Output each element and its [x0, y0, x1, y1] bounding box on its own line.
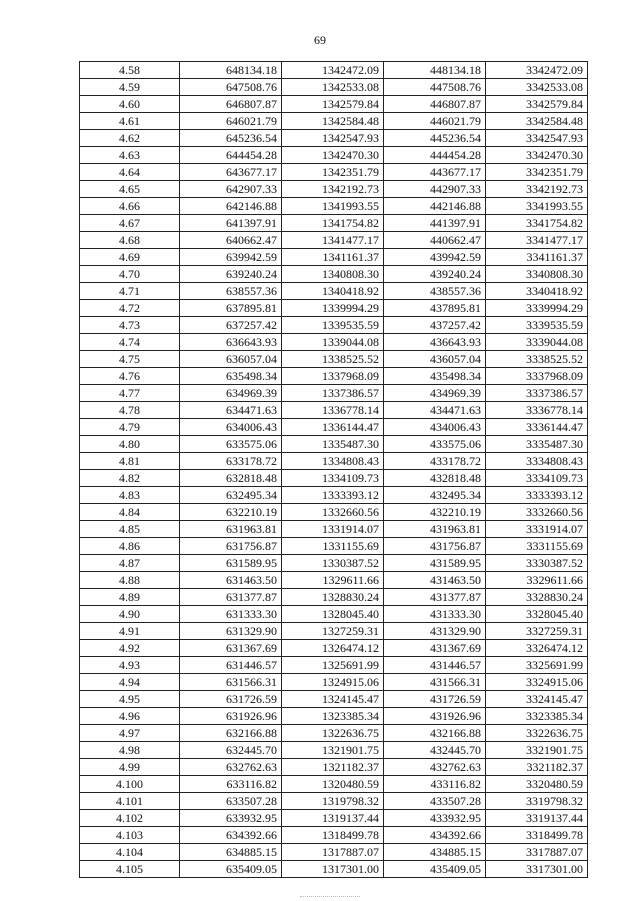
x2-coord-cell: 433116.82 — [384, 776, 486, 793]
x-coord-cell: 631329.90 — [180, 623, 282, 640]
page-number: 69 — [314, 33, 326, 47]
y2-coord-cell: 3340418.92 — [486, 283, 588, 300]
y-coord-cell: 1318499.78 — [282, 827, 384, 844]
y2-coord-cell: 3326474.12 — [486, 640, 588, 657]
x-coord-cell: 642146.88 — [180, 198, 282, 215]
x-coord-cell: 632818.48 — [180, 470, 282, 487]
x2-coord-cell: 446021.79 — [384, 113, 486, 130]
point-id-cell: 4.70 — [80, 266, 180, 283]
y-coord-cell: 1341754.82 — [282, 215, 384, 232]
scan-artifact — [300, 896, 360, 899]
x2-coord-cell: 434006.43 — [384, 419, 486, 436]
x-coord-cell: 631446.57 — [180, 657, 282, 674]
y-coord-cell: 1342584.48 — [282, 113, 384, 130]
table-row — [80, 215, 588, 232]
x2-coord-cell: 441397.91 — [384, 215, 486, 232]
y-coord-cell: 1340418.92 — [282, 283, 384, 300]
y2-coord-cell: 3342351.79 — [486, 164, 588, 181]
y2-coord-cell: 3342533.08 — [486, 79, 588, 96]
x2-coord-cell: 433178.72 — [384, 453, 486, 470]
x-coord-cell: 637895.81 — [180, 300, 282, 317]
y-coord-cell: 1341161.37 — [282, 249, 384, 266]
y2-coord-cell: 3325691.99 — [486, 657, 588, 674]
y-coord-cell: 1324915.06 — [282, 674, 384, 691]
x2-coord-cell: 435409.05 — [384, 861, 486, 878]
x2-coord-cell: 448134.18 — [384, 62, 486, 79]
x-coord-cell: 633932.95 — [180, 810, 282, 827]
y2-coord-cell: 3342579.84 — [486, 96, 588, 113]
y2-coord-cell: 3341161.37 — [486, 249, 588, 266]
x-coord-cell: 633116.82 — [180, 776, 282, 793]
point-id-cell: 4.87 — [80, 555, 180, 572]
x2-coord-cell: 431963.81 — [384, 521, 486, 538]
x2-coord-cell: 432818.48 — [384, 470, 486, 487]
point-id-cell: 4.62 — [80, 130, 180, 147]
x2-coord-cell: 434969.39 — [384, 385, 486, 402]
y2-coord-cell: 3331155.69 — [486, 538, 588, 555]
table-row — [80, 436, 588, 453]
table-row — [80, 419, 588, 436]
y-coord-cell: 1330387.52 — [282, 555, 384, 572]
y2-coord-cell: 3327259.31 — [486, 623, 588, 640]
y2-coord-cell: 3341993.55 — [486, 198, 588, 215]
x2-coord-cell: 432762.63 — [384, 759, 486, 776]
x-coord-cell: 636643.93 — [180, 334, 282, 351]
y2-coord-cell: 3341477.17 — [486, 232, 588, 249]
table-row — [80, 623, 588, 640]
table-row — [80, 487, 588, 504]
table-row — [80, 62, 588, 79]
x-coord-cell: 633575.06 — [180, 436, 282, 453]
x2-coord-cell: 440662.47 — [384, 232, 486, 249]
x-coord-cell: 647508.76 — [180, 79, 282, 96]
x-coord-cell: 631589.95 — [180, 555, 282, 572]
y2-coord-cell: 3342547.93 — [486, 130, 588, 147]
y-coord-cell: 1331155.69 — [282, 538, 384, 555]
point-id-cell: 4.74 — [80, 334, 180, 351]
y2-coord-cell: 3333393.12 — [486, 487, 588, 504]
x-coord-cell: 632762.63 — [180, 759, 282, 776]
y2-coord-cell: 3342192.73 — [486, 181, 588, 198]
x2-coord-cell: 434471.63 — [384, 402, 486, 419]
x-coord-cell: 631756.87 — [180, 538, 282, 555]
y2-coord-cell: 3336144.47 — [486, 419, 588, 436]
x2-coord-cell: 432166.88 — [384, 725, 486, 742]
x-coord-cell: 638557.36 — [180, 283, 282, 300]
table-row — [80, 385, 588, 402]
coordinates-table-body — [80, 62, 588, 878]
x2-coord-cell: 433575.06 — [384, 436, 486, 453]
x2-coord-cell: 431367.69 — [384, 640, 486, 657]
point-id-cell: 4.77 — [80, 385, 180, 402]
table-row — [80, 402, 588, 419]
x-coord-cell: 631726.59 — [180, 691, 282, 708]
x-coord-cell: 631463.50 — [180, 572, 282, 589]
y2-coord-cell: 3342470.30 — [486, 147, 588, 164]
x2-coord-cell: 432495.34 — [384, 487, 486, 504]
x2-coord-cell: 445236.54 — [384, 130, 486, 147]
x-coord-cell: 642907.33 — [180, 181, 282, 198]
point-id-cell: 4.65 — [80, 181, 180, 198]
table-row — [80, 351, 588, 368]
coordinates-table — [79, 61, 588, 878]
x-coord-cell: 644454.28 — [180, 147, 282, 164]
point-id-cell: 4.105 — [80, 861, 180, 878]
y2-coord-cell: 3339994.29 — [486, 300, 588, 317]
y2-coord-cell: 3337968.09 — [486, 368, 588, 385]
x-coord-cell: 634885.15 — [180, 844, 282, 861]
y-coord-cell: 1329611.66 — [282, 572, 384, 589]
y-coord-cell: 1317301.00 — [282, 861, 384, 878]
y2-coord-cell: 3341754.82 — [486, 215, 588, 232]
point-id-cell: 4.84 — [80, 504, 180, 521]
x-coord-cell: 641397.91 — [180, 215, 282, 232]
table-row — [80, 827, 588, 844]
x-coord-cell: 639942.59 — [180, 249, 282, 266]
y2-coord-cell: 3318499.78 — [486, 827, 588, 844]
y2-coord-cell: 3335487.30 — [486, 436, 588, 453]
point-id-cell: 4.98 — [80, 742, 180, 759]
point-id-cell: 4.60 — [80, 96, 180, 113]
y-coord-cell: 1342579.84 — [282, 96, 384, 113]
y2-coord-cell: 3319137.44 — [486, 810, 588, 827]
table-row — [80, 640, 588, 657]
x2-coord-cell: 442146.88 — [384, 198, 486, 215]
x2-coord-cell: 431333.30 — [384, 606, 486, 623]
x-coord-cell: 634969.39 — [180, 385, 282, 402]
point-id-cell: 4.96 — [80, 708, 180, 725]
point-id-cell: 4.85 — [80, 521, 180, 538]
y2-coord-cell: 3334109.73 — [486, 470, 588, 487]
x2-coord-cell: 432445.70 — [384, 742, 486, 759]
table-row — [80, 232, 588, 249]
table-row — [80, 810, 588, 827]
y-coord-cell: 1331914.07 — [282, 521, 384, 538]
x2-coord-cell: 431726.59 — [384, 691, 486, 708]
x2-coord-cell: 433507.28 — [384, 793, 486, 810]
table-row — [80, 130, 588, 147]
point-id-cell: 4.88 — [80, 572, 180, 589]
table-row — [80, 538, 588, 555]
table-row — [80, 606, 588, 623]
table-row — [80, 674, 588, 691]
x2-coord-cell: 431566.31 — [384, 674, 486, 691]
point-id-cell: 4.91 — [80, 623, 180, 640]
y2-coord-cell: 3342472.09 — [486, 62, 588, 79]
table-row — [80, 453, 588, 470]
point-id-cell: 4.82 — [80, 470, 180, 487]
y2-coord-cell: 3324145.47 — [486, 691, 588, 708]
x2-coord-cell: 438557.36 — [384, 283, 486, 300]
y-coord-cell: 1320480.59 — [282, 776, 384, 793]
y-coord-cell: 1326474.12 — [282, 640, 384, 657]
x-coord-cell: 634471.63 — [180, 402, 282, 419]
table-row — [80, 844, 588, 861]
table-row — [80, 555, 588, 572]
table-row — [80, 198, 588, 215]
point-id-cell: 4.102 — [80, 810, 180, 827]
table-row — [80, 147, 588, 164]
y-coord-cell: 1323385.34 — [282, 708, 384, 725]
table-row — [80, 708, 588, 725]
x-coord-cell: 631926.96 — [180, 708, 282, 725]
x2-coord-cell: 436057.04 — [384, 351, 486, 368]
y-coord-cell: 1342533.08 — [282, 79, 384, 96]
x-coord-cell: 639240.24 — [180, 266, 282, 283]
y2-coord-cell: 3323385.34 — [486, 708, 588, 725]
y-coord-cell: 1322636.75 — [282, 725, 384, 742]
point-id-cell: 4.97 — [80, 725, 180, 742]
table-row — [80, 266, 588, 283]
table-row — [80, 249, 588, 266]
table-row — [80, 164, 588, 181]
x2-coord-cell: 431926.96 — [384, 708, 486, 725]
y-coord-cell: 1328045.40 — [282, 606, 384, 623]
y-coord-cell: 1342472.09 — [282, 62, 384, 79]
point-id-cell: 4.76 — [80, 368, 180, 385]
y-coord-cell: 1334109.73 — [282, 470, 384, 487]
x2-coord-cell: 444454.28 — [384, 147, 486, 164]
x-coord-cell: 646807.87 — [180, 96, 282, 113]
point-id-cell: 4.67 — [80, 215, 180, 232]
point-id-cell: 4.92 — [80, 640, 180, 657]
point-id-cell: 4.66 — [80, 198, 180, 215]
point-id-cell: 4.79 — [80, 419, 180, 436]
table-row — [80, 657, 588, 674]
point-id-cell: 4.83 — [80, 487, 180, 504]
y2-coord-cell: 3330387.52 — [486, 555, 588, 572]
x2-coord-cell: 431463.50 — [384, 572, 486, 589]
x-coord-cell: 634392.66 — [180, 827, 282, 844]
table-row — [80, 861, 588, 878]
point-id-cell: 4.89 — [80, 589, 180, 606]
x-coord-cell: 634006.43 — [180, 419, 282, 436]
x-coord-cell: 631377.87 — [180, 589, 282, 606]
y-coord-cell: 1328830.24 — [282, 589, 384, 606]
x-coord-cell: 632166.88 — [180, 725, 282, 742]
point-id-cell: 4.61 — [80, 113, 180, 130]
x2-coord-cell: 431329.90 — [384, 623, 486, 640]
table-row — [80, 283, 588, 300]
table-row — [80, 96, 588, 113]
point-id-cell: 4.69 — [80, 249, 180, 266]
y-coord-cell: 1337386.57 — [282, 385, 384, 402]
y2-coord-cell: 3321901.75 — [486, 742, 588, 759]
point-id-cell: 4.71 — [80, 283, 180, 300]
point-id-cell: 4.99 — [80, 759, 180, 776]
point-id-cell: 4.64 — [80, 164, 180, 181]
point-id-cell: 4.80 — [80, 436, 180, 453]
point-id-cell: 4.73 — [80, 317, 180, 334]
x-coord-cell: 632495.34 — [180, 487, 282, 504]
x-coord-cell: 636057.04 — [180, 351, 282, 368]
y-coord-cell: 1333393.12 — [282, 487, 384, 504]
table-row — [80, 521, 588, 538]
y2-coord-cell: 3342584.48 — [486, 113, 588, 130]
y2-coord-cell: 3317301.00 — [486, 861, 588, 878]
point-id-cell: 4.72 — [80, 300, 180, 317]
point-id-cell: 4.78 — [80, 402, 180, 419]
y2-coord-cell: 3334808.43 — [486, 453, 588, 470]
point-id-cell: 4.81 — [80, 453, 180, 470]
x-coord-cell: 635498.34 — [180, 368, 282, 385]
y-coord-cell: 1319798.32 — [282, 793, 384, 810]
point-id-cell: 4.100 — [80, 776, 180, 793]
point-id-cell: 4.95 — [80, 691, 180, 708]
table-row — [80, 181, 588, 198]
table-row — [80, 334, 588, 351]
y-coord-cell: 1327259.31 — [282, 623, 384, 640]
y-coord-cell: 1335487.30 — [282, 436, 384, 453]
x-coord-cell: 645236.54 — [180, 130, 282, 147]
x-coord-cell: 631963.81 — [180, 521, 282, 538]
point-id-cell: 4.63 — [80, 147, 180, 164]
y-coord-cell: 1342192.73 — [282, 181, 384, 198]
x-coord-cell: 632210.19 — [180, 504, 282, 521]
table-row — [80, 470, 588, 487]
x2-coord-cell: 435498.34 — [384, 368, 486, 385]
x2-coord-cell: 437257.42 — [384, 317, 486, 334]
y-coord-cell: 1332660.56 — [282, 504, 384, 521]
y2-coord-cell: 3339535.59 — [486, 317, 588, 334]
x-coord-cell: 635409.05 — [180, 861, 282, 878]
x-coord-cell: 640662.47 — [180, 232, 282, 249]
y2-coord-cell: 3324915.06 — [486, 674, 588, 691]
y-coord-cell: 1336144.47 — [282, 419, 384, 436]
table-row — [80, 79, 588, 96]
y2-coord-cell: 3332660.56 — [486, 504, 588, 521]
y-coord-cell: 1338525.52 — [282, 351, 384, 368]
point-id-cell: 4.101 — [80, 793, 180, 810]
point-id-cell: 4.93 — [80, 657, 180, 674]
table-row — [80, 300, 588, 317]
table-row — [80, 725, 588, 742]
x-coord-cell: 637257.42 — [180, 317, 282, 334]
point-id-cell: 4.86 — [80, 538, 180, 555]
x-coord-cell: 631566.31 — [180, 674, 282, 691]
y2-coord-cell: 3340808.30 — [486, 266, 588, 283]
x-coord-cell: 648134.18 — [180, 62, 282, 79]
table-row — [80, 572, 588, 589]
table-row — [80, 759, 588, 776]
y2-coord-cell: 3320480.59 — [486, 776, 588, 793]
point-id-cell: 4.59 — [80, 79, 180, 96]
x2-coord-cell: 443677.17 — [384, 164, 486, 181]
y-coord-cell: 1342547.93 — [282, 130, 384, 147]
y-coord-cell: 1339535.59 — [282, 317, 384, 334]
y-coord-cell: 1342470.30 — [282, 147, 384, 164]
y-coord-cell: 1339994.29 — [282, 300, 384, 317]
y2-coord-cell: 3319798.32 — [486, 793, 588, 810]
y-coord-cell: 1336778.14 — [282, 402, 384, 419]
table-row — [80, 368, 588, 385]
point-id-cell: 4.68 — [80, 232, 180, 249]
point-id-cell: 4.94 — [80, 674, 180, 691]
x2-coord-cell: 446807.87 — [384, 96, 486, 113]
y2-coord-cell: 3317887.07 — [486, 844, 588, 861]
table-row — [80, 113, 588, 130]
point-id-cell: 4.58 — [80, 62, 180, 79]
y2-coord-cell: 3339044.08 — [486, 334, 588, 351]
y2-coord-cell: 3329611.66 — [486, 572, 588, 589]
x2-coord-cell: 437895.81 — [384, 300, 486, 317]
x2-coord-cell: 447508.76 — [384, 79, 486, 96]
x2-coord-cell: 439240.24 — [384, 266, 486, 283]
y-coord-cell: 1341993.55 — [282, 198, 384, 215]
y-coord-cell: 1325691.99 — [282, 657, 384, 674]
table-row — [80, 793, 588, 810]
x2-coord-cell: 434885.15 — [384, 844, 486, 861]
x-coord-cell: 633507.28 — [180, 793, 282, 810]
x-coord-cell: 632445.70 — [180, 742, 282, 759]
y-coord-cell: 1342351.79 — [282, 164, 384, 181]
y-coord-cell: 1317887.07 — [282, 844, 384, 861]
y2-coord-cell: 3321182.37 — [486, 759, 588, 776]
table-row — [80, 742, 588, 759]
y-coord-cell: 1340808.30 — [282, 266, 384, 283]
x2-coord-cell: 431446.57 — [384, 657, 486, 674]
x-coord-cell: 631333.30 — [180, 606, 282, 623]
y2-coord-cell: 3337386.57 — [486, 385, 588, 402]
x2-coord-cell: 436643.93 — [384, 334, 486, 351]
table-row — [80, 691, 588, 708]
x2-coord-cell: 431589.95 — [384, 555, 486, 572]
point-id-cell: 4.90 — [80, 606, 180, 623]
table-row — [80, 504, 588, 521]
y2-coord-cell: 3338525.52 — [486, 351, 588, 368]
y2-coord-cell: 3336778.14 — [486, 402, 588, 419]
x2-coord-cell: 431756.87 — [384, 538, 486, 555]
y2-coord-cell: 3322636.75 — [486, 725, 588, 742]
x2-coord-cell: 439942.59 — [384, 249, 486, 266]
y-coord-cell: 1324145.47 — [282, 691, 384, 708]
y-coord-cell: 1321901.75 — [282, 742, 384, 759]
y2-coord-cell: 3331914.07 — [486, 521, 588, 538]
table-row — [80, 317, 588, 334]
x2-coord-cell: 433932.95 — [384, 810, 486, 827]
x-coord-cell: 631367.69 — [180, 640, 282, 657]
point-id-cell: 4.104 — [80, 844, 180, 861]
y-coord-cell: 1321182.37 — [282, 759, 384, 776]
y-coord-cell: 1337968.09 — [282, 368, 384, 385]
x2-coord-cell: 434392.66 — [384, 827, 486, 844]
x2-coord-cell: 431377.87 — [384, 589, 486, 606]
x-coord-cell: 633178.72 — [180, 453, 282, 470]
table-row — [80, 589, 588, 606]
y-coord-cell: 1339044.08 — [282, 334, 384, 351]
y2-coord-cell: 3328830.24 — [486, 589, 588, 606]
y-coord-cell: 1319137.44 — [282, 810, 384, 827]
x-coord-cell: 646021.79 — [180, 113, 282, 130]
x2-coord-cell: 432210.19 — [384, 504, 486, 521]
y2-coord-cell: 3328045.40 — [486, 606, 588, 623]
y-coord-cell: 1341477.17 — [282, 232, 384, 249]
x2-coord-cell: 442907.33 — [384, 181, 486, 198]
point-id-cell: 4.103 — [80, 827, 180, 844]
table-row — [80, 776, 588, 793]
point-id-cell: 4.75 — [80, 351, 180, 368]
y-coord-cell: 1334808.43 — [282, 453, 384, 470]
x-coord-cell: 643677.17 — [180, 164, 282, 181]
